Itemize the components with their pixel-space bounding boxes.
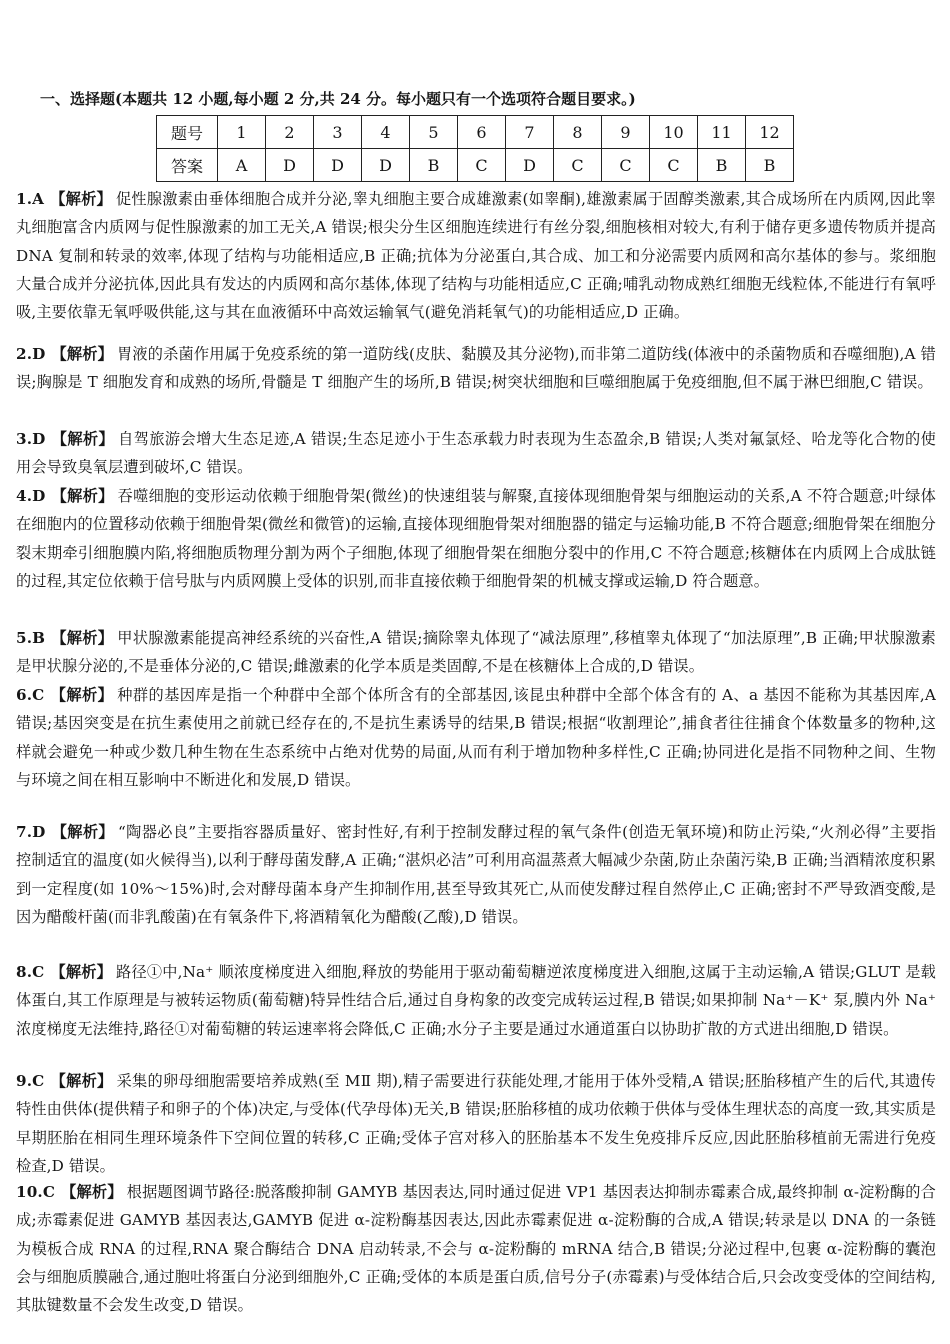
explanation-text: “陶器必良”主要指容器质量好、密封性好,有利于控制发酵过程的氧气条件(创造无氧环境)和防止污染,“火剂必得”主要指控制适宜的温度(如火候得当),以利于酵母菌发酵,A 正确;“湛炽必洁”可利用高温蒸煮大幅减少杂菌,防止杂菌污染,B 正确;当酒精浓度积累到一定程度(如 10%～15%)时,会对酵母菌本身产生抑制作用,甚至导致其死亡,从而使发酵过程自然停止,C 正确;密封不严导致酒变酸,是因为醋酸杆菌(而非乳酸菌)在有氧条件下,将酒精氧化为醋酸(乙酸),D 错误。 [16, 823, 936, 926]
answer-header: 答案 [157, 149, 218, 182]
explanation-9 [16, 1067, 936, 1180]
question-number: 9 [602, 116, 650, 149]
question-number: 7 [506, 116, 554, 149]
explanation-answer: B [32, 629, 46, 647]
analysis-tag: 【解析】 [50, 190, 112, 208]
section-heading: 一、选择题(本题共 12 小题,每小题 2 分,共 24 分。每小题只有一个选项符合题目要求。) [40, 90, 636, 108]
answer-cell: B [410, 149, 458, 182]
explanation-answer: D [32, 430, 46, 448]
explanation-text: 种群的基因库是指一个种群中全部个体所含有的全部基因,该昆虫种群中全部个体含有的 A、a 基因不能称为其基因库,A 错误;基因突变是在抗生素使用之前就已经存在的,不是抗生素诱导的结果,B 错误;根据“收割理论”,捕食者往往捕食个体数量多的物种,这样就会避免一种或少数几种生物在生态系统中占绝对优势的局面,从而有利于增加物种多样性,C 正确;协同进化是指不同物种之间、生物与环境之间在相互影响中不断进化和发展,D 错误。 [16, 686, 937, 789]
analysis-tag: 【解析】 [51, 487, 114, 505]
question-number: 4 [362, 116, 410, 149]
explanation-text: 采集的卵母细胞需要培养成熟(至 MⅡ 期),精子需要进行获能处理,才能用于体外受精,A 错误;胚胎移植产生的后代,其遗传特性由供体(提供精子和卵子的个体)决定,与受体(代孕母体)无关,B 错误;胚胎移植的成功依赖于供体与受体生理状态的高度一致,其实质是早期胚胎在相同生理环境条件下空间位置的转移,C 正确;受体子宫对移入的胚胎基本不发生免疫排斥反应,因此胚胎移植前无需进行免疫检查,D 错误。 [16, 1072, 936, 1175]
explanation-number: 7. [16, 823, 33, 841]
answer-cell: C [458, 149, 506, 182]
explanation-4 [16, 482, 936, 595]
explanation-answer: C [42, 1183, 56, 1201]
question-number: 5 [410, 116, 458, 149]
analysis-tag: 【解析】 [51, 430, 115, 448]
explanation-number: 3. [16, 430, 33, 448]
explanation-8 [16, 958, 936, 1043]
question-number: 1 [218, 116, 266, 149]
explanation-answer: D [32, 345, 46, 363]
answer-cell: C [650, 149, 698, 182]
explanation-text: 路径①中,Na⁺ 顺浓度梯度进入细胞,释放的势能用于驱动葡萄糖逆浓度梯度进入细胞,这属于主动运输,A 错误;GLUT 是载体蛋白,其工作原理是与被转运物质(葡萄糖)特异性结合后,通过自身构象的改变完成转运过程,B 错误;如果抑制 Na⁺－K⁺ 泵,膜内外 Na⁺ 浓度梯度无法维持,路径①对葡萄糖的转运速率将会降低,C 正确;水分子主要是通过水通道蛋白以协助扩散的方式进出细胞,D 错误。 [16, 963, 936, 1038]
question-number: 3 [314, 116, 362, 149]
answer-table [156, 115, 794, 182]
answer-cell: D [506, 149, 554, 182]
explanation-text: 自驾旅游会增大生态足迹,A 错误;生态足迹小于生态承载力时表现为生态盈余,B 错误;人类对氟氯烃、哈龙等化合物的使用会导致臭氧层遭到破坏,C 错误。 [16, 430, 936, 477]
explanation-text: 吞噬细胞的变形运动依赖于细胞骨架(微丝)的快速组装与解聚,直接体现细胞骨架与细胞运动的关系,A 不符合题意;叶绿体在细胞内的位置移动依赖于细胞骨架(微丝和微管)的运输,直接体现细胞骨架对细胞器的锚定与运输功能,B 不符合题意;细胞骨架在细胞分裂末期牵引细胞膜内陷,将细胞质物理分割为两个子细胞,体现了细胞骨架在细胞分裂中的作用,C 不符合题意;核糖体在内质网上合成肽链的过程,其定位依赖于信号肽与内质网膜上受体的识别,而非直接依赖于细胞骨架的机械支撑或运输,D 符合题意。 [16, 487, 937, 590]
explanation-number: 10. [16, 1183, 43, 1201]
explanation-3 [16, 425, 936, 482]
answer-cell: D [362, 149, 410, 182]
analysis-tag: 【解析】 [51, 345, 113, 363]
question-number: 10 [650, 116, 698, 149]
answer-cell: B [698, 149, 746, 182]
analysis-tag: 【解析】 [51, 629, 114, 647]
explanation-text: 根据题图调节路径:脱落酸抑制 GAMYB 基因表达,同时通过促进 VP1 基因表达抑制赤霉素合成,最终抑制 α-淀粉酶的合成;赤霉素促进 GAMYB 基因表达,GAMYB 促进 α-淀粉酶基因表达,因此赤霉素促进 α-淀粉酶的合成,A 错误;转录是以 DNA 的一条链为模板合成 RNA 的过程,RNA 聚合酶结合 DNA 启动转录,不会与 α-淀粉酶的 mRNA 结合,B 错误;分泌过程中,包裹 α-淀粉酶的囊泡会与细胞质膜融合,通过胞吐将蛋白分泌到细胞外,C 正确;受体的本质是蛋白质,信号分子(赤霉素)与受体结合后,只会改变受体的空间结构,其肽键数量不会发生改变,D 错误。 [16, 1183, 936, 1315]
explanation-2 [16, 340, 936, 397]
analysis-tag: 【解析】 [50, 1072, 113, 1090]
explanation-number: 1. [16, 190, 33, 208]
question-number-header: 题号 [157, 116, 218, 149]
question-number: 2 [266, 116, 314, 149]
explanation-answer: D [32, 823, 46, 841]
answer-row [157, 149, 794, 182]
answer-cell: B [746, 149, 794, 182]
explanation-7 [16, 818, 936, 931]
explanation-number: 6. [16, 686, 33, 704]
explanation-text: 胃液的杀菌作用属于免疫系统的第一道防线(皮肤、黏膜及其分泌物),而非第二道防线(体液中的杀菌物质和吞噬细胞),A 错误;胸腺是 T 细胞发育和成熟的场所,骨髓是 T 细胞产生的场所,B 错误;树突状细胞和巨噬细胞属于免疫细胞,但不属于淋巴细胞,C 错误。 [16, 345, 936, 392]
question-number: 11 [698, 116, 746, 149]
question-number: 12 [746, 116, 794, 149]
explanation-answer: A [32, 190, 45, 208]
answer-cell: D [266, 149, 314, 182]
explanation-number: 8. [16, 963, 33, 981]
analysis-tag: 【解析】 [50, 963, 113, 981]
analysis-tag: 【解析】 [61, 1183, 123, 1201]
explanation-text: 促性腺激素由垂体细胞合成并分泌,睾丸细胞主要合成雄激素(如睾酮),雄激素属于固醇类激素,其合成场所在内质网,因此睾丸细胞富含内质网与促性腺激素的加工无关,A 错误;根尖分生区细胞连续进行有丝分裂,细胞核相对较大,有利于储存更多遗传物质并提高 DNA 复制和转录的效率,体现了结构与功能相适应,B 正确;抗体为分泌蛋白,其合成、加工和分泌需要内质网和高尔基体的参与。浆细胞大量合成并分泌抗体,因此具有发达的内质网和高尔基体,体现了结构与功能相适应,C 正确;哺乳动物成熟红细胞无线粒体,不能进行有氧呼吸,主要依靠无氧呼吸供能,这与其在血液循环中高效运输氧气(避免消耗氧气)的功能相适应,D 正确。 [16, 190, 936, 322]
explanation-answer: C [32, 963, 45, 981]
question-number-row [157, 116, 794, 149]
explanation-answer: C [32, 1072, 45, 1090]
explanation-text: 甲状腺激素能提高神经系统的兴奋性,A 错误;摘除睾丸体现了“减法原理”,移植睾丸体现了“加法原理”,B 正确;甲状腺激素是甲状腺分泌的,不是垂体分泌的,C 错误;雌激素的化学本质是类固醇,不是在核糖体上合成的,D 错误。 [16, 629, 936, 676]
explanation-number: 2. [16, 345, 33, 363]
answer-cell: A [218, 149, 266, 182]
explanation-number: 5. [16, 629, 33, 647]
analysis-tag: 【解析】 [50, 686, 114, 704]
answer-cell: C [602, 149, 650, 182]
explanation-6 [16, 681, 936, 794]
question-number: 8 [554, 116, 602, 149]
explanation-answer: D [32, 487, 46, 505]
analysis-tag: 【解析】 [51, 823, 114, 841]
explanation-10 [16, 1178, 936, 1319]
answer-cell: D [314, 149, 362, 182]
explanation-5 [16, 624, 936, 681]
explanation-number: 9. [16, 1072, 33, 1090]
explanation-1 [16, 185, 936, 326]
answer-cell: C [554, 149, 602, 182]
explanation-number: 4. [16, 487, 33, 505]
explanation-answer: C [32, 686, 45, 704]
question-number: 6 [458, 116, 506, 149]
